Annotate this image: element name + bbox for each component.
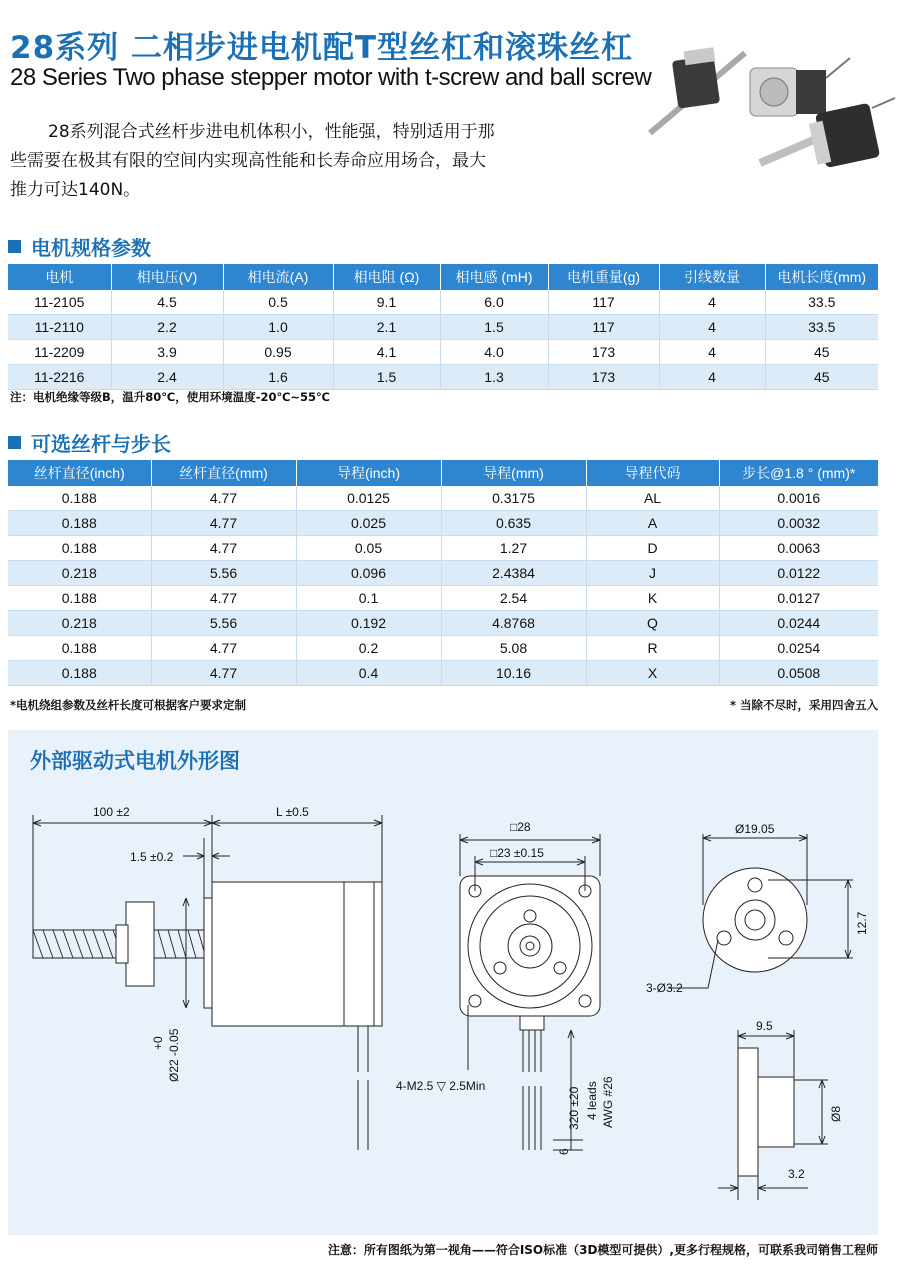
spec-cell: 2.4: [111, 365, 223, 390]
spec-cell: 9.1: [333, 290, 440, 315]
dim-100: 100 ±2: [93, 805, 130, 819]
spec-header: 电机: [8, 264, 111, 290]
screw-cell: 0.635: [441, 511, 586, 536]
spec-cell: 2.2: [111, 315, 223, 340]
screw-cell: 0.188: [8, 536, 151, 561]
screw-cell: X: [586, 661, 719, 686]
screw-cell: 0.05: [296, 536, 441, 561]
title-en: 28 Series Two phase stepper motor with t-screw and ball screw: [10, 64, 652, 91]
screw-cell: 0.0016: [719, 486, 878, 511]
screw-cell: 4.77: [151, 661, 296, 686]
screw-cell: 4.77: [151, 586, 296, 611]
screw-cell: 0.192: [296, 611, 441, 636]
spec-cell: 4.0: [440, 340, 548, 365]
screw-cell: 10.16: [441, 661, 586, 686]
table-row: [8, 511, 878, 536]
screw-cell: D: [586, 536, 719, 561]
spec-header: 相电流(A): [223, 264, 333, 290]
screw-cell: 0.025: [296, 511, 441, 536]
screw-header: 导程(mm): [441, 460, 586, 486]
screw-cell: 0.0244: [719, 611, 878, 636]
spec-cell: 11-2209: [8, 340, 111, 365]
spec-cell: 11-2216: [8, 365, 111, 390]
spec-cell: 45: [765, 365, 878, 390]
screw-cell: J: [586, 561, 719, 586]
screw-cell: 0.2: [296, 636, 441, 661]
spec-cell: 2.1: [333, 315, 440, 340]
table-row: [8, 561, 878, 586]
dim-320: 320 ±20: [567, 1086, 581, 1130]
screw-cell: 5.08: [441, 636, 586, 661]
screw-cell: 2.54: [441, 586, 586, 611]
table-row: [8, 290, 878, 315]
screw-cell: 0.1: [296, 586, 441, 611]
spec-cell: 33.5: [765, 315, 878, 340]
spec-cell: 45: [765, 340, 878, 365]
dim-6: 6: [557, 1148, 571, 1155]
screw-cell: K: [586, 586, 719, 611]
screw-cell: A: [586, 511, 719, 536]
spec-cell: 1.3: [440, 365, 548, 390]
dim-phi22-tol: +0: [151, 1036, 165, 1050]
dimension-drawing: [8, 730, 878, 1235]
dim-phi8: Ø8: [829, 1105, 843, 1122]
spec-header: 相电阻 (Ω): [333, 264, 440, 290]
spec-cell: 117: [548, 315, 659, 340]
screw-cell: 0.0063: [719, 536, 878, 561]
motor-spec-table: [8, 264, 878, 390]
screw-cell: R: [586, 636, 719, 661]
dim-phi1905: Ø19.05: [735, 822, 775, 836]
dim-leads: 4 leads: [585, 1081, 599, 1120]
title-cn: 28系列 二相步进电机配T型丝杠和滚珠丝杠: [10, 30, 634, 66]
screw-cell: 4.77: [151, 636, 296, 661]
screw-header: 丝杆直径(inch): [8, 460, 151, 486]
screw-table: [8, 460, 878, 686]
spec-cell: 117: [548, 290, 659, 315]
spec-cell: 1.5: [440, 315, 548, 340]
spec-cell: 0.5: [223, 290, 333, 315]
table-row: [8, 315, 878, 340]
screw-cell: 0.0254: [719, 636, 878, 661]
table-row: [8, 486, 878, 511]
dim-1-5: 1.5 ±0.2: [130, 850, 174, 864]
spec-cell: 4: [659, 365, 765, 390]
spec-cell: 4: [659, 340, 765, 365]
drawing-title: 外部驱动式电机外形图: [30, 749, 240, 773]
screw-cell: 0.3175: [441, 486, 586, 511]
screw-cell: Q: [586, 611, 719, 636]
screw-cell: 4.8768: [441, 611, 586, 636]
screw-note-right: * 当除不尽时，采用四舍五入: [729, 698, 878, 712]
screw-cell: 0.218: [8, 561, 151, 586]
spec-section-title: 电机规格参数: [8, 232, 151, 261]
screw-cell: 0.188: [8, 486, 151, 511]
screw-cell: 0.188: [8, 511, 151, 536]
footer-note: 注意：所有图纸为第一视角——符合ISO标准（3D模型可提供）,更多行程规格，可联系我司销售工程师: [327, 1243, 878, 1257]
screw-note-left: *电机绕组参数及丝杆长度可根据客户要求定制: [10, 698, 247, 712]
table-row: [8, 365, 878, 390]
section-marker-icon: [8, 436, 21, 449]
screw-cell: 4.77: [151, 486, 296, 511]
spec-cell: 33.5: [765, 290, 878, 315]
dim-awg: AWG #26: [601, 1076, 615, 1128]
screw-cell: 0.188: [8, 636, 151, 661]
spec-cell: 1.5: [333, 365, 440, 390]
screw-header: 导程(inch): [296, 460, 441, 486]
screw-header: 导程代码: [586, 460, 719, 486]
screw-cell: 0.0122: [719, 561, 878, 586]
screw-cell: 0.0125: [296, 486, 441, 511]
spec-cell: 173: [548, 340, 659, 365]
dim-12-7: 12.7: [855, 911, 869, 935]
screw-cell: 0.188: [8, 586, 151, 611]
table-row: [8, 586, 878, 611]
spec-cell: 4: [659, 315, 765, 340]
screw-cell: 0.096: [296, 561, 441, 586]
screw-cell: 0.0032: [719, 511, 878, 536]
table-row: [8, 536, 878, 561]
spec-cell: 11-2105: [8, 290, 111, 315]
screw-cell: 4.77: [151, 536, 296, 561]
spec-cell: 1.0: [223, 315, 333, 340]
spec-cell: 4.5: [111, 290, 223, 315]
dim-L: L ±0.5: [276, 805, 309, 819]
spec-cell: 11-2110: [8, 315, 111, 340]
intro-paragraph: 28系列混合式丝杆步进电机体积小，性能强，特别适用于那些需要在极其有限的空间内实现高性能和长寿命应用场合，最大推力可达140N。: [10, 122, 495, 200]
screw-header: 丝杆直径(mm): [151, 460, 296, 486]
motor-product-photo: [600, 38, 900, 188]
table-row: [8, 611, 878, 636]
spec-cell: 1.6: [223, 365, 333, 390]
section-marker-icon: [8, 240, 21, 253]
spec-cell: 4.1: [333, 340, 440, 365]
screw-cell: 0.188: [8, 661, 151, 686]
screw-cell: 5.56: [151, 561, 296, 586]
dim-m25: 4-M2.5 ▽ 2.5Min: [396, 1079, 486, 1093]
spec-header: 电机长度(mm): [765, 264, 878, 290]
screw-cell: 0.0508: [719, 661, 878, 686]
table-row: [8, 340, 878, 365]
spec-cell: 3.9: [111, 340, 223, 365]
spec-cell: 4: [659, 290, 765, 315]
dim-phi22: Ø22 -0.05: [167, 1028, 181, 1082]
spec-note: 注：电机绝缘等级B，温升80℃，使用环境温度-20℃~55℃: [10, 390, 330, 404]
dim-3-phi32: 3-Ø3.2: [646, 981, 683, 995]
dim-sq23: □23 ±0.15: [490, 846, 544, 860]
dim-sq28: □28: [510, 820, 531, 834]
screw-cell: 5.56: [151, 611, 296, 636]
screw-cell: AL: [586, 486, 719, 511]
screw-cell: 0.4: [296, 661, 441, 686]
table-row: [8, 636, 878, 661]
spec-header: 电机重量(g): [548, 264, 659, 290]
dim-9-5: 9.5: [756, 1019, 773, 1033]
dim-3-2: 3.2: [788, 1167, 805, 1181]
screw-cell: 2.4384: [441, 561, 586, 586]
screw-cell: 0.218: [8, 611, 151, 636]
spec-cell: 6.0: [440, 290, 548, 315]
spec-header: 相电压(V): [111, 264, 223, 290]
screw-cell: 4.77: [151, 511, 296, 536]
screw-cell: 0.0127: [719, 586, 878, 611]
table-row: [8, 661, 878, 686]
screw-header: 步长@1.8 ° (mm)*: [719, 460, 878, 486]
spec-header: 引线数量: [659, 264, 765, 290]
screw-cell: 1.27: [441, 536, 586, 561]
spec-header: 相电感 (mH): [440, 264, 548, 290]
screw-section-title: 可选丝杆与步长: [8, 428, 171, 457]
spec-cell: 173: [548, 365, 659, 390]
spec-cell: 0.95: [223, 340, 333, 365]
